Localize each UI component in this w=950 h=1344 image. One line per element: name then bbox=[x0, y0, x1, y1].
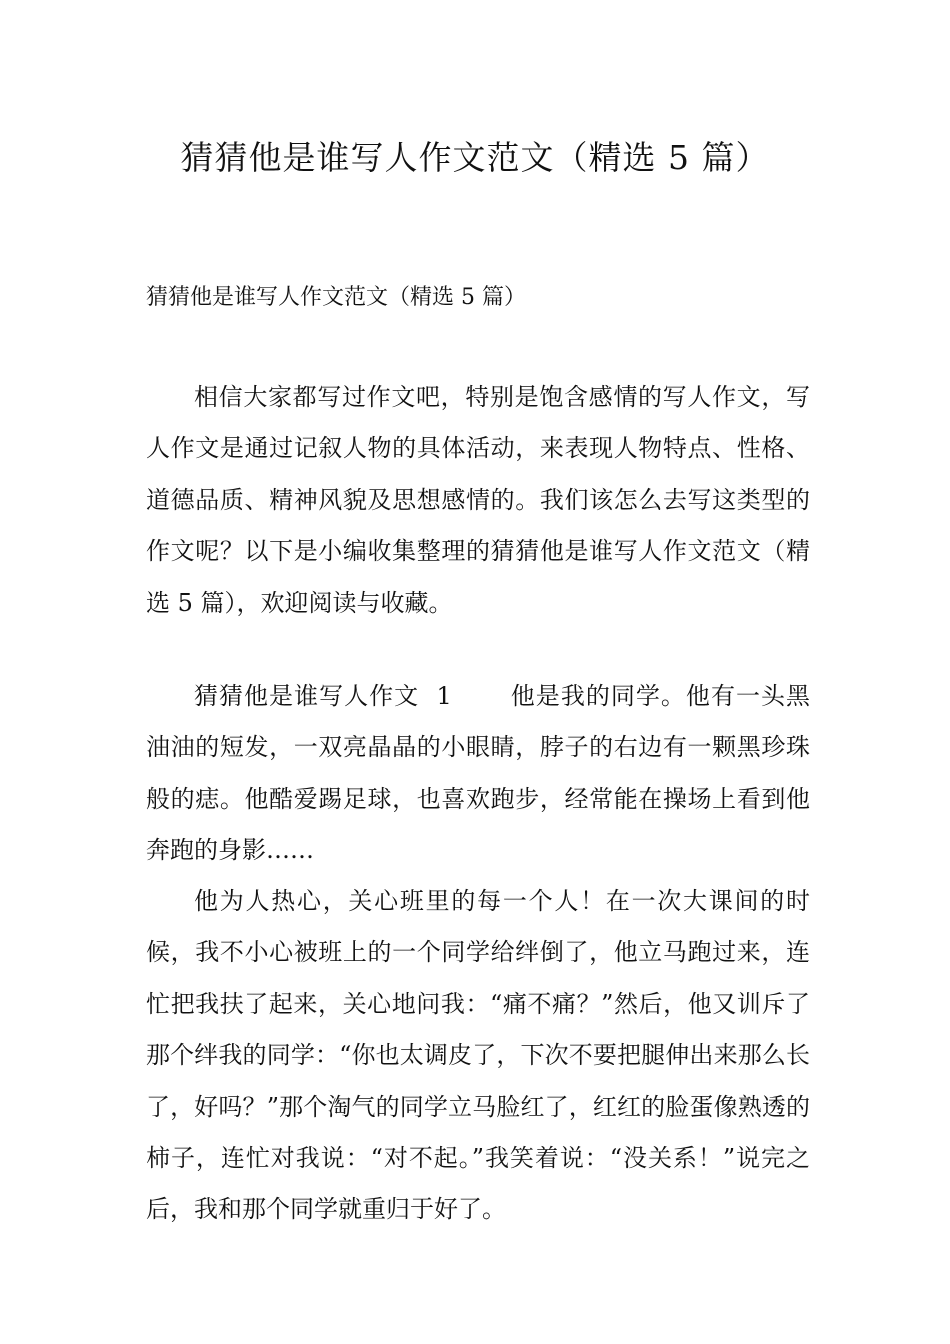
document-subtitle: 猜猜他是谁写人作文范文（精选 5 篇） bbox=[146, 285, 526, 310]
essay-1-paragraph-1-text: 他是我的同学。他有一头黑油油的短发，一双亮晶晶的小眼睛，脖子的右边有一颗黑珍珠般的痣。他酷爱踢足球，也喜欢跑步，经常能在操场上看到他奔跑的身影…… bbox=[146, 682, 811, 865]
document-title: 猜猜他是谁写人作文范文（精选 5 篇） bbox=[180, 138, 770, 177]
essay-1-heading: 猜猜他是谁写人作文 1 bbox=[194, 682, 452, 710]
essay-1-paragraph-2: 他为人热心，关心班里的每一个人！在一次大课间的时候，我不小心被班上的一个同学给绊倒了，他立马跑过来，连忙把我扶了起来，关心地问我：“痛不痛？”然后，他又训斥了那个绊我的同学：“你也太调皮了，下次不要把腿伸出来那么长了，好吗？”那个淘气的同学立马脸红了，红红的脸蛋像熟透的柿子，连忙对我说：“对不起。”我笑着说：“没关系！”说完之后，我和那个同学就重归于好了。 bbox=[146, 887, 810, 1224]
essay-1-paragraph-1 bbox=[146, 671, 810, 877]
intro-paragraph: 相信大家都写过作文吧，特别是饱含感情的写人作文，写人作文是通过记叙人物的具体活动，来表现人物特点、性格、道德品质、精神风貌及思想感情的。我们该怎么去写这类型的作文呢？以下是小编收集整理的猜猜他是谁写人作文范文（精选 5 篇），欢迎阅读与收藏。 bbox=[146, 383, 810, 617]
